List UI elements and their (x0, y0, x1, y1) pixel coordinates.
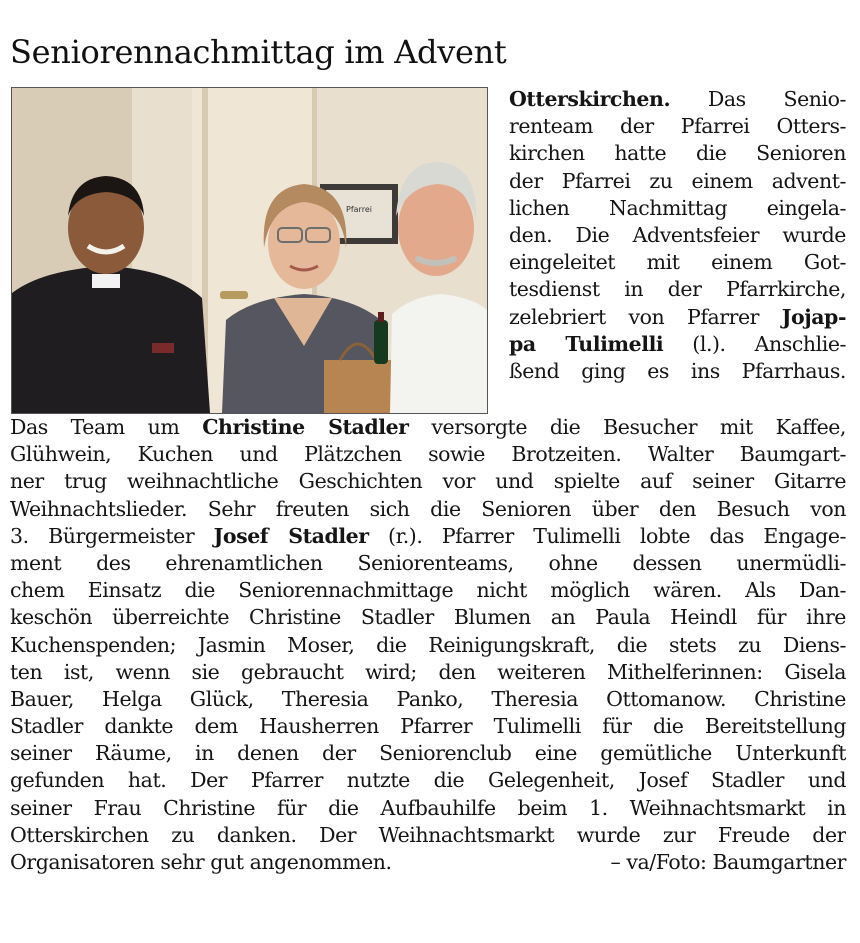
text-line: Weihnachtslieder. Sehr freuten sich die Senioren über den Besuch von (10, 496, 846, 521)
text-line: Kuchenspenden; Jasmin Moser, die Reinigungskraft, die stets zu Diens- (10, 632, 846, 657)
photo-illustration (12, 88, 487, 413)
text-line: lichen Nachmittag eingela- (509, 195, 846, 220)
text-line: ten ist, wenn sie gebraucht wird; den weiteren Mithelferinnen: Gisela (10, 659, 846, 684)
text-line: Glühwein, Kuchen und Plätzchen sowie Brotzeiten. Walter Baumgart- (10, 442, 846, 467)
text-line: seiner Räume, in denen der Seniorenclub eine gemütliche Unterkunft (10, 741, 846, 766)
text-line-last (10, 849, 846, 876)
text-line: Stadler dankte dem Hausherren Pfarrer Tulimelli für die Bereitstellung (10, 714, 846, 739)
closing-sentence: Organisatoren sehr gut angenommen. (10, 850, 392, 874)
article-photo (11, 87, 488, 414)
text-line: der Pfarrei zu einem advent- (509, 168, 846, 193)
article-body-right-column (509, 86, 846, 385)
photo-credit: – va/Foto: Baumgartner (610, 850, 846, 874)
text-line: Bauer, Helga Glück, Theresia Panko, Theresia Ottomanow. Christine (10, 686, 846, 711)
text-line: ßend ging es ins Pfarrhaus. (509, 358, 846, 383)
text-line: zelebriert von Pfarrer Jojap- (509, 304, 846, 329)
text-line: Otterskirchen zu danken. Der Weihnachtsmarkt wurde zur Freude der (10, 822, 846, 847)
text-line: gefunden hat. Der Pfarrer nutzte die Gelegenheit, Josef Stadler und (10, 768, 846, 793)
article-headline: Seniorennachmittag im Advent (10, 33, 507, 71)
text-line: ner trug weihnachtliche Geschichten vor und spielte auf seiner Gitarre (10, 469, 846, 494)
sign-text: Pfarrei (346, 205, 372, 214)
text-line: eingeleitet mit einem Got- (509, 250, 846, 275)
text-line: 3. Bürgermeister Josef Stadler (r.). Pfarrer Tulimelli lobte das Engage- (10, 523, 846, 548)
text-line: kirchen hatte die Senioren (509, 141, 846, 166)
text-line: tesdienst in der Pfarrkirche, (509, 277, 846, 302)
text-line: seiner Frau Christine für die Aufbauhilfe beim 1. Weihnachtsmarkt in (10, 795, 846, 820)
article-body-full-width (10, 414, 846, 876)
text-line: keschön überreichte Christine Stadler Blumen an Paula Heindl für ihre (10, 605, 846, 630)
text-line: Das Team um Christine Stadler versorgte die Besucher mit Kaffee, (10, 415, 846, 439)
text-line: Otterskirchen. Das Senio- (509, 87, 846, 111)
text-line: den. Die Adventsfeier wurde (509, 222, 846, 247)
text-line: chem Einsatz die Seniorennachmittage nicht möglich wären. Als Dan- (10, 578, 846, 603)
text-line: renteam der Pfarrei Otters- (509, 114, 846, 139)
text-line: ment des ehrenamtlichen Seniorenteams, ohne dessen unermüdli- (10, 550, 846, 575)
text-line: pa Tulimelli (l.). Anschlie- (509, 331, 846, 356)
